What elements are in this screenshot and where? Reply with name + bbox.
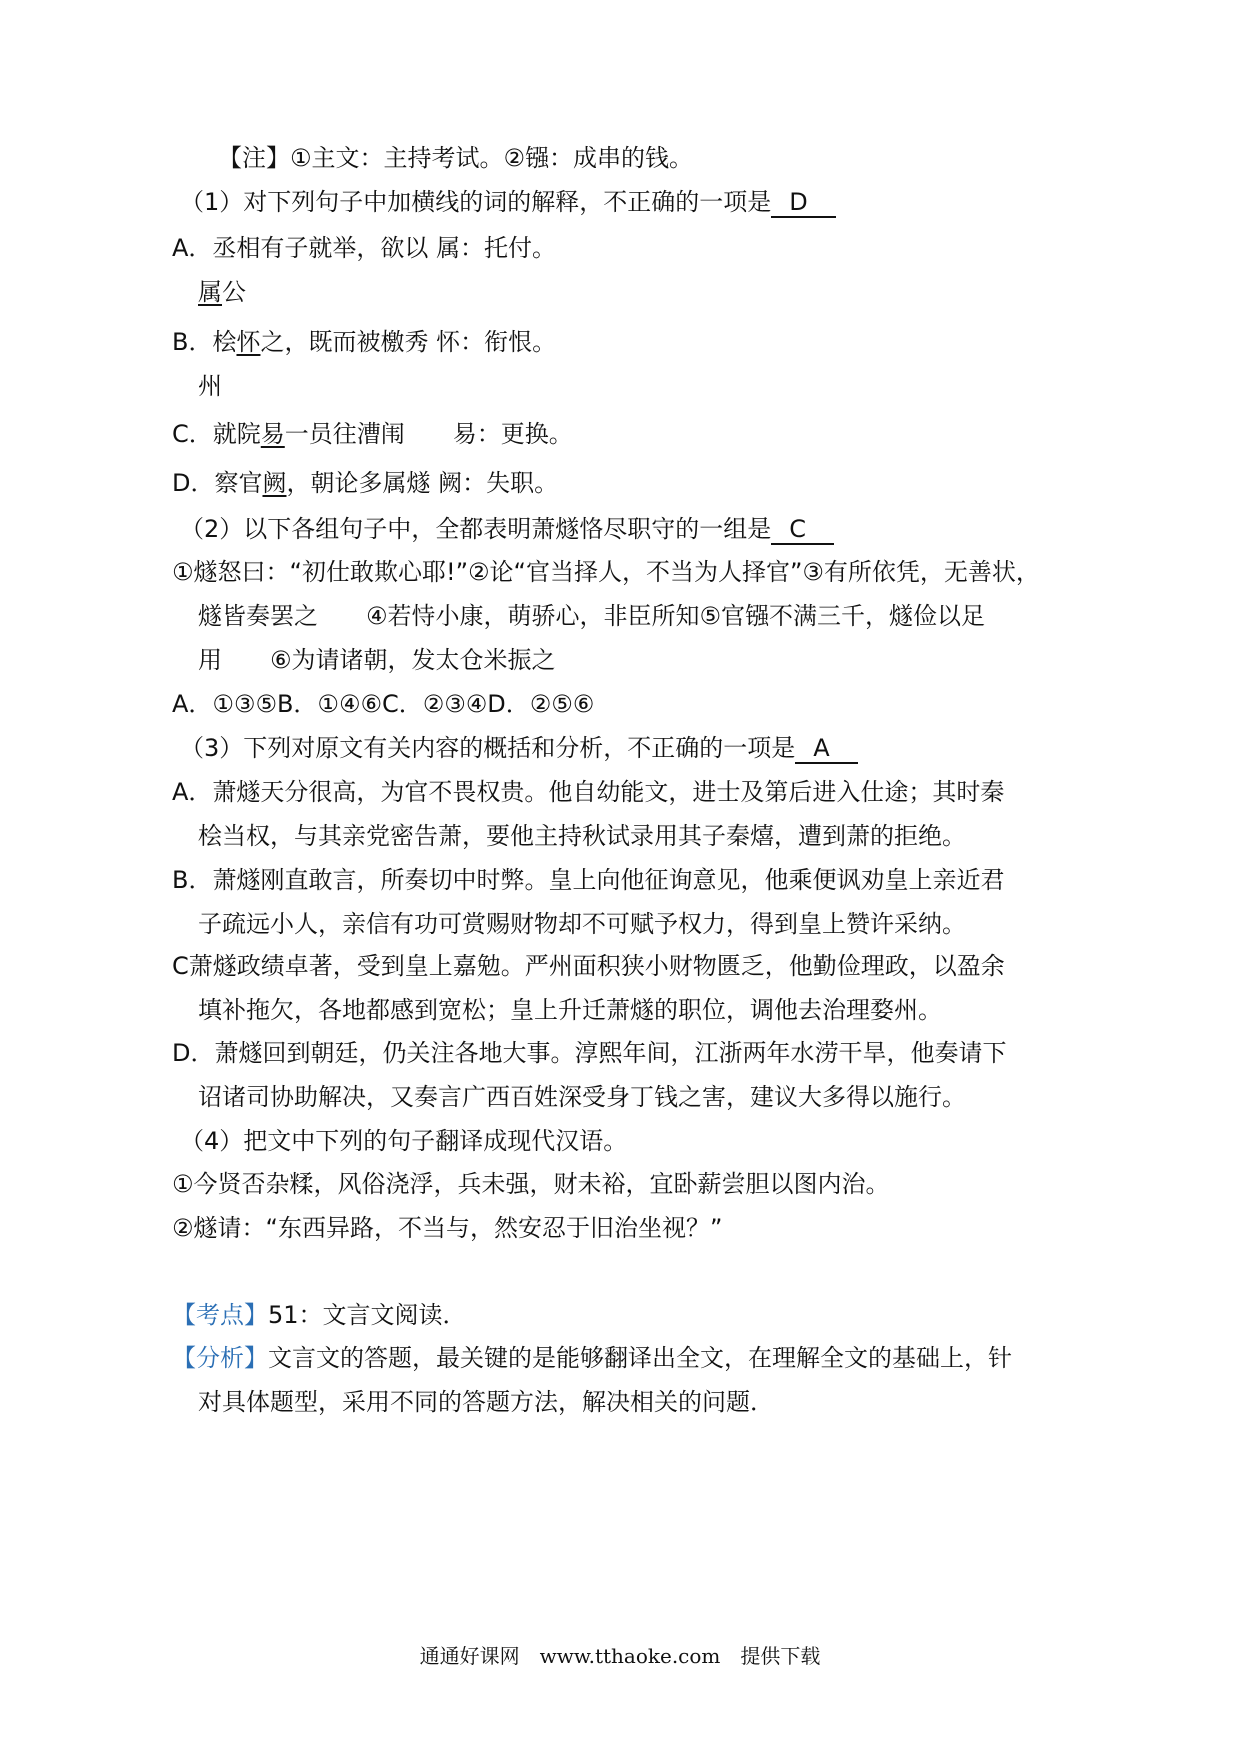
q1-c-post: 一员往漕闱 (284, 420, 405, 448)
kaodian-tag: 【考点】 (172, 1301, 268, 1329)
q2-line2: 燧皆奏罢之 ④若恃小康，萌骄心，非臣所知⑤官镪不满三千，燧俭以足 (198, 602, 986, 630)
q3-option-c-line1: C萧燧政绩卓著，受到皇上嘉勉。严州面积狭小财物匮乏，他勤俭理政，以盈余 (172, 952, 1005, 980)
q1-a-text: A．丞相有子就举，欲以 (172, 234, 429, 262)
q1-b-pre: B．桧 (172, 328, 237, 356)
q1-d-gloss: 阙：失职。 (438, 469, 559, 497)
q1-c-underlined-word: 易 (260, 420, 285, 448)
q1-b-post: 之，既而被檄秀 (260, 328, 429, 356)
q4-stem: （4）把文中下列的句子翻译成现代汉语。 (180, 1127, 628, 1155)
q1-d-post: ，朝论多属燧 (286, 469, 431, 497)
q3-option-a-line2: 桧当权，与其亲党密告萧，要他主持秋试录用其子秦熺，遭到萧的拒绝。 (198, 822, 966, 850)
q4-sentence-2: ②燧请：“东西异路，不当与，然安忍于旧治坐视？” (172, 1214, 723, 1242)
q3-option-a-line1: A．萧燧天分很高，为官不畏权贵。他自幼能文，进士及第后进入仕途；其时秦 (172, 778, 1005, 806)
q3-option-c-line2: 填补拖欠，各地都感到宽松；皇上升迁萧燧的职位，调他去治理婺州。 (198, 996, 942, 1024)
q1-d-underlined-word: 阙 (262, 469, 287, 497)
q1-a-gloss: 属：托付。 (436, 234, 557, 262)
q1-option-a (172, 232, 556, 264)
note-text: ①主文：主持考试。②镪：成串的钱。 (290, 144, 694, 172)
q1-a-cont: 公 (222, 278, 246, 306)
q1-b-gloss: 怀：衔恨。 (436, 328, 557, 356)
q1-b-cont: 州 (198, 372, 222, 400)
q1-d-pre: D．察官 (172, 469, 263, 497)
q3-option-b-line2: 子疏远小人，亲信有功可赏赐财物却不可赋予权力，得到皇上赞许采纳。 (198, 910, 966, 938)
q1-option-c (172, 418, 573, 450)
q1-answer: D (771, 188, 835, 218)
q2-line3: 用 ⑥为请诸朝，发太仓米振之 (198, 646, 556, 674)
q1-stem-text: （1）对下列句子中加横线的词的解释，不正确的一项是 (180, 188, 772, 216)
q3-answer: A (795, 734, 857, 764)
q1-b-underlined-word: 怀 (236, 328, 261, 356)
fenxi-text-1: 文言文的答题，最关键的是能够翻译出全文，在理解全文的基础上，针 (268, 1344, 1012, 1372)
page-footer: 通通好课网 www.tthaoke.com 提供下载 (419, 1644, 821, 1668)
q1-option-b (172, 326, 556, 358)
kaodian-line (172, 1299, 467, 1331)
fenxi-line2: 对具体题型，采用不同的答题方法，解决相关的问题． (198, 1388, 774, 1416)
q3-option-b-line1: B．萧燧刚直敢言，所奏切中时弊。皇上向他征询意见，他乘便讽劝皇上亲近君 (172, 866, 1005, 894)
q1-option-b-cont (198, 370, 222, 402)
q3-stem-text: （3）下列对原文有关内容的概括和分析，不正确的一项是 (180, 734, 796, 762)
q3-option-d-line1: D．萧燧回到朝廷，仍关注各地大事。淳熙年间，江浙两年水涝干旱，他奏请下 (172, 1039, 1007, 1067)
q1-stem (180, 186, 836, 218)
kaodian-text: 51：文言文阅读． (268, 1301, 467, 1329)
q2-stem-text: （2）以下各组句子中，全都表明萧燧恪尽职守的一组是 (180, 515, 772, 543)
q3-option-d-line2: 诏诸司协助解决，又奏言广西百姓深受身丁钱之害，建议大多得以施行。 (198, 1083, 966, 1111)
q1-c-gloss: 易：更换。 (452, 420, 573, 448)
q2-stem (180, 513, 834, 545)
q1-a-underlined-word: 属 (198, 278, 222, 306)
fenxi-tag: 【分析】 (172, 1344, 268, 1372)
q2-answer: C (771, 515, 834, 545)
q2-options: A．①③⑤B．①④⑥C．②③④D．②⑤⑥ (172, 690, 595, 718)
fenxi-line1 (172, 1342, 1012, 1374)
q1-c-pre: C．就院 (172, 420, 261, 448)
q1-option-d (172, 467, 558, 499)
note-line (218, 142, 693, 174)
q2-line1: ①燧怒曰：“初仕敢欺心耶!”②论“官当择人，不当为人择官”③有所依凭，无善状， (172, 558, 1040, 586)
q4-sentence-1: ①今贤否杂糅，风俗浇浮，兵未强，财未裕，宜卧薪尝胆以图内治。 (172, 1170, 890, 1198)
q1-option-a-cont (198, 276, 246, 308)
q3-stem (180, 732, 858, 764)
note-bracket: 【注】 (218, 144, 290, 172)
